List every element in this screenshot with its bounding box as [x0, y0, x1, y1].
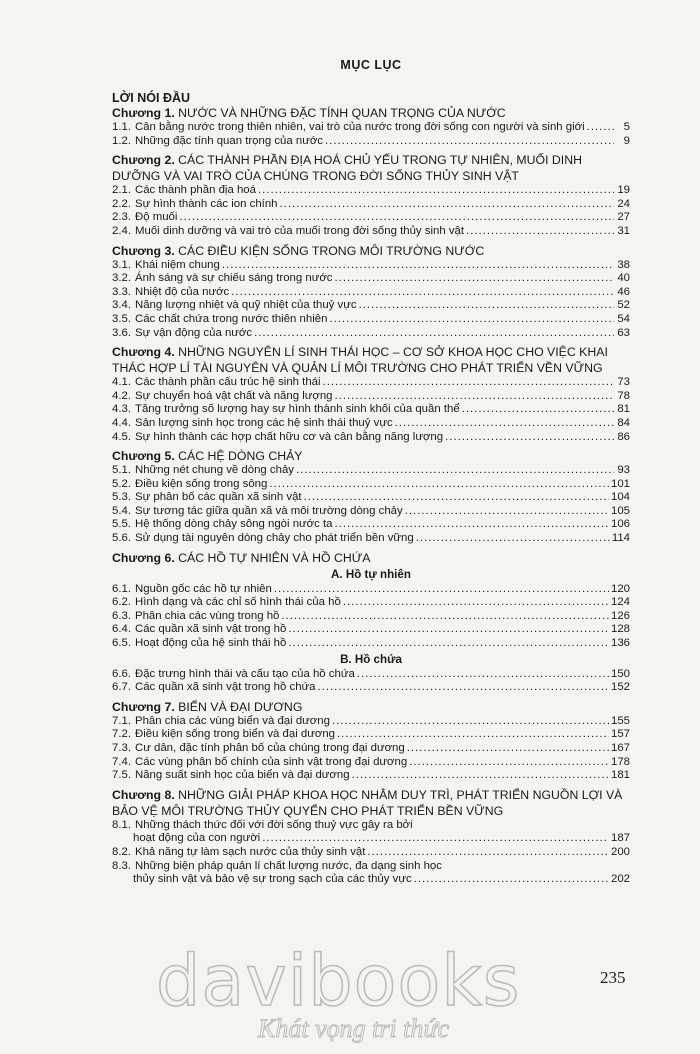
toc-entry — [112, 327, 630, 341]
chapter-block — [112, 550, 630, 695]
entry-number: 3.2. — [112, 272, 131, 285]
toc-entry — [112, 637, 630, 651]
dot-leader — [269, 478, 609, 492]
entry-title: Điều kiện sống trong biển và đại dương — [135, 728, 336, 741]
entry-title: Các chất chứa trong nước thiên nhiên — [135, 312, 328, 325]
dot-leader — [587, 121, 614, 135]
chapter-list — [112, 105, 630, 887]
toc-entry — [112, 272, 630, 286]
entry-page: 86 — [617, 430, 630, 443]
entry-number: 3.1. — [112, 258, 131, 271]
preface-heading: LỜI NÓI ĐẦU — [112, 91, 191, 105]
toc-entry — [112, 225, 630, 239]
entry-number: 4.1. — [112, 376, 131, 389]
entry-page: 126 — [610, 609, 630, 622]
entry-title: Những thách thức đối với đời sống thuỷ vực gây ra bởi — [135, 818, 413, 831]
toc-entry — [112, 121, 630, 135]
entry-number: 6.5. — [112, 637, 131, 650]
entry-title: Khái niệm chung — [135, 258, 220, 271]
dot-leader — [288, 637, 609, 651]
entry-number: 6.3. — [112, 609, 131, 622]
entry-title: Sự chuyển hoá vật chất và năng lượng — [135, 389, 333, 402]
entry-title: Những biện pháp quản lí chất lượng nước, đa dạng sinh học — [135, 859, 442, 872]
entry-number: 5.5. — [112, 518, 131, 531]
toc-entry — [112, 390, 630, 404]
watermark-logo: davibooks — [156, 940, 521, 1022]
entry-title: Đặc trưng hình thái và cấu tạo của hồ chứa — [135, 667, 355, 680]
entry-title: Năng suất sinh học của biển và đại dương — [135, 769, 350, 782]
entry-number: 7.2. — [112, 728, 131, 741]
entry-number: 2.3. — [112, 211, 131, 224]
entry-number: 7.5. — [112, 769, 131, 782]
toc-entry — [112, 819, 630, 833]
entry-page: 5 — [623, 121, 630, 133]
entry-page: 52 — [617, 299, 630, 312]
entry-title: Hoạt động của hệ sinh thái hồ — [135, 637, 287, 650]
entry-title: Sử dụng tài nguyên dòng chảy cho phát triển bền vững — [135, 532, 414, 545]
chapter-title: NƯỚC VÀ NHỮNG ĐẶC TÍNH QUAN TRỌNG CỦA NƯỚC — [178, 106, 506, 120]
entry-title: Năng lượng nhiệt và quỹ nhiệt của thuỷ vực — [135, 299, 357, 312]
entry-page: 78 — [617, 389, 630, 402]
entry-title: Những đặc tính quan trọng của nước — [135, 134, 324, 147]
entry-number: 5.3. — [112, 491, 131, 504]
chapter-number: Chương 1. — [112, 106, 175, 120]
entry-page: 31 — [617, 224, 630, 237]
dot-leader — [395, 417, 614, 431]
entry-title: Nguồn gốc các hồ tự nhiên — [135, 582, 272, 595]
entry-page: 93 — [617, 464, 630, 477]
chapter-block — [112, 448, 630, 546]
entry-page: 101 — [610, 477, 630, 490]
toc-entry — [112, 184, 630, 198]
toc-entry — [112, 259, 630, 273]
dot-leader — [288, 623, 609, 637]
toc-entry — [112, 769, 630, 783]
toc-entry — [112, 728, 630, 742]
dot-leader — [405, 505, 609, 519]
entry-title: Các vùng phân bố chính của sinh vật trong đại dương — [135, 755, 408, 768]
dot-leader — [416, 532, 610, 546]
chapter-number: Chương 7. — [112, 699, 175, 714]
chapter-block — [112, 699, 630, 783]
entry-page: 114 — [611, 532, 630, 545]
toc-entry-continuation — [112, 873, 630, 887]
dot-leader — [258, 184, 614, 198]
entry-page: 46 — [617, 285, 630, 298]
entry-title: Tăng trưởng số lượng hay sự hình thành sinh khối của quần thể — [135, 403, 460, 416]
entry-page: 81 — [617, 403, 630, 416]
toc-entry — [112, 518, 630, 532]
entry-number: 3.6. — [112, 326, 131, 339]
chapter-title: NHỮNG NGUYÊN LÍ SINH THÁI HỌC – CƠ SỞ KHOA HỌC CHO VIỆC KHAI THÁC HỢP LÍ TÀI NGUYÊN VÀ QUẢN LÍ MÔI TRƯỜNG CHO PHÁT TRIỂN VỀN VỮNG — [112, 345, 608, 376]
entry-title: Phân chia các vùng biển và đại dương — [135, 714, 330, 727]
chapter-title: CÁC HỆ DÒNG CHẢY — [178, 449, 303, 464]
entry-number: 2.2. — [112, 197, 131, 210]
toc-entry — [112, 313, 630, 327]
dot-leader — [335, 272, 615, 286]
entry-title: Các quần xã sinh vật trong hồ — [135, 623, 287, 636]
toc-entry — [112, 532, 630, 546]
entry-number: 3.3. — [112, 285, 131, 298]
dot-leader — [329, 313, 614, 327]
toc-entry — [112, 596, 630, 610]
entry-page: 84 — [617, 416, 630, 429]
toc-entry — [112, 860, 630, 874]
dot-leader — [407, 742, 609, 756]
toc-entry — [112, 431, 630, 445]
entry-page: 9 — [623, 134, 630, 147]
entry-title: Sản lượng sinh học trong các hệ sinh thái thuỷ vực — [135, 416, 393, 429]
page-title: MỤC LỤC — [340, 58, 402, 72]
entry-number: 4.4. — [112, 416, 131, 429]
section-heading: B. Hồ chứa — [340, 652, 402, 666]
entry-title: Muối dinh dưỡng và vai trò của muối trong đời sống thủy sinh vật — [135, 224, 465, 237]
dot-leader — [318, 681, 609, 695]
toc-entry — [112, 756, 630, 770]
entry-page: 202 — [610, 873, 630, 886]
entry-title: Sự hình thành các hợp chất hữu cơ và cân bằng năng lượng — [135, 430, 444, 443]
entry-title: Hình dạng và các chỉ số hình thái của hồ — [135, 596, 341, 609]
entry-title: Điều kiện sống trong sông — [135, 477, 268, 490]
chapter-number: Chương 5. — [112, 449, 175, 464]
entry-page: 187 — [610, 832, 630, 845]
dot-leader — [323, 376, 614, 390]
dot-leader — [367, 846, 609, 860]
entry-page: 136 — [610, 637, 630, 650]
toc-entry — [112, 299, 630, 313]
toc-entry — [112, 491, 630, 505]
dot-leader — [304, 491, 609, 505]
dot-leader — [222, 259, 614, 273]
entry-number: 6.6. — [112, 667, 131, 680]
dot-leader — [357, 668, 609, 682]
entry-page: 38 — [617, 258, 630, 271]
chapter-number: Chương 8. — [112, 787, 175, 802]
chapter-number: Chương 3. — [112, 243, 175, 258]
entry-title: Cư dân, đặc tính phân bố của chúng trong đại dương — [135, 742, 405, 754]
entry-title: Độ muối — [135, 211, 178, 224]
entry-title-continued: thủy sinh vật và bảo vệ sự trong sạch của các thủy vực — [133, 873, 412, 886]
dot-leader — [466, 225, 614, 239]
chapter-title: CÁC THÀNH PHẦN ĐỊA HOÁ CHỦ YẾU TRONG TỰ NHIÊN, MUỐI DINH DƯỠNG VÀ VAI TRÒ CỦA CHÚNG TRONG ĐỜI SỐNG THỦY SINH VẬT — [112, 153, 582, 184]
entry-number: 8.3. — [112, 859, 131, 872]
dot-leader — [296, 464, 614, 478]
entry-page: 150 — [610, 667, 630, 680]
toc-entry — [112, 715, 630, 729]
entry-number: 4.3. — [112, 403, 131, 416]
entry-number: 5.2. — [112, 477, 131, 490]
toc-entry — [112, 742, 630, 756]
entry-number: 6.4. — [112, 623, 131, 636]
toc-entry — [112, 376, 630, 390]
dot-leader — [335, 390, 614, 404]
entry-page: 155 — [610, 714, 630, 727]
entry-title: Sự hình thành các ion chính — [135, 197, 278, 210]
entry-number: 2.1. — [112, 184, 131, 197]
entry-number: 6.7. — [112, 681, 131, 694]
dot-leader — [359, 299, 614, 313]
chapter-heading — [112, 699, 630, 715]
entry-number: 8.1. — [112, 818, 131, 831]
chapter-heading — [112, 243, 630, 259]
entry-title: Sự vận động của nước — [135, 326, 253, 339]
entry-number: 7.1. — [112, 714, 131, 727]
dot-leader — [281, 610, 609, 624]
dot-leader — [179, 211, 614, 225]
entry-title: Các thành phần địa hoá — [135, 184, 256, 197]
entry-page: 105 — [610, 504, 630, 517]
entry-page: 19 — [617, 184, 630, 197]
entry-title: Các quần xã sinh vật trong hồ chứa — [135, 681, 316, 694]
entry-title: Sự tương tác giữa quần xã và môi trường dòng chảy — [135, 504, 403, 517]
entry-number: 5.4. — [112, 504, 131, 517]
entry-number: 4.5. — [112, 430, 131, 443]
toc-entry — [112, 478, 630, 492]
dot-leader — [254, 327, 614, 341]
chapter-heading — [112, 550, 630, 566]
entry-number: 3.5. — [112, 312, 131, 325]
toc-entry — [112, 464, 630, 478]
chapter-title: CÁC ĐIỀU KIỆN SỐNG TRONG MÔI TRƯỜNG NƯỚC — [178, 243, 485, 258]
toc-entry-continuation — [112, 832, 630, 846]
entry-page: 157 — [610, 728, 630, 741]
chapter-number: Chương 2. — [112, 153, 175, 168]
entry-title: Các thành phần cấu trúc hệ sinh thái — [135, 376, 321, 389]
dot-leader — [325, 135, 614, 149]
chapter-number: Chương 4. — [112, 345, 175, 360]
chapter-heading — [112, 787, 630, 819]
chapter-block — [112, 243, 630, 341]
entry-page: 167 — [610, 742, 630, 754]
dot-leader — [332, 715, 609, 729]
entry-number: 8.2. — [112, 845, 131, 858]
entry-page: 27 — [617, 211, 630, 224]
dot-leader — [334, 518, 609, 532]
entry-page: 104 — [610, 491, 630, 504]
entry-title: Khả năng tự làm sạch nước của thủy sinh vật — [135, 845, 366, 858]
page-number: 235 — [600, 968, 626, 987]
entry-page: 152 — [610, 681, 630, 694]
entry-number: 2.4. — [112, 224, 131, 237]
toc-entry — [112, 417, 630, 431]
chapter-block — [112, 787, 630, 887]
toc-entry — [112, 610, 630, 624]
toc-entry — [112, 286, 630, 300]
table-of-contents — [112, 58, 630, 887]
toc-entry — [112, 846, 630, 860]
entry-number: 5.6. — [112, 532, 131, 545]
entry-number: 7.4. — [112, 755, 131, 768]
watermark-slogan: Khát vọng tri thức — [258, 1014, 450, 1043]
entry-number: 6.2. — [112, 596, 131, 609]
chapter-heading — [112, 152, 630, 184]
chapter-title: NHỮNG GIẢI PHÁP KHOA HỌC NHẰM DUY TRÌ, PHÁT TRIỂN NGUỒN LỢI VÀ BẢO VỆ MÔI TRƯỜNG THỦY QUYỂN CHO PHÁT TRIỂN BỀN VỮNG — [112, 787, 623, 818]
entry-title: Cân bằng nước trong thiên nhiên, vai trò của nước trong đời sống con người và sinh giới — [135, 121, 585, 133]
entry-page: 106 — [610, 518, 630, 531]
dot-leader — [409, 756, 609, 770]
entry-page: 120 — [610, 582, 630, 595]
dot-leader — [274, 583, 609, 597]
entry-title: Nhiệt độ của nước — [135, 285, 230, 298]
chapter-title: CÁC HỒ TỰ NHIÊN VÀ HỒ CHỨA — [178, 550, 371, 565]
entry-title: Những nét chung về dòng chảy — [135, 464, 294, 477]
dot-leader — [352, 769, 609, 783]
entry-title: Ánh sáng và sự chiếu sáng trong nước — [135, 272, 333, 285]
entry-number: 1.2. — [112, 134, 131, 147]
dot-leader — [445, 431, 614, 445]
toc-entry — [112, 623, 630, 637]
dot-leader — [231, 286, 614, 300]
entry-page: 40 — [617, 272, 630, 285]
entry-page: 181 — [610, 769, 630, 782]
chapter-title: BIỂN VÀ ĐẠI DƯƠNG — [178, 699, 303, 714]
toc-entry — [112, 135, 630, 149]
chapter-number: Chương 6. — [112, 550, 175, 565]
entry-page: 124 — [610, 596, 630, 609]
chapter-block — [112, 344, 630, 444]
dot-leader — [343, 596, 609, 610]
toc-entry — [112, 583, 630, 597]
entry-number: 7.3. — [112, 742, 131, 754]
entry-page: 73 — [617, 376, 630, 389]
chapter-block — [112, 152, 630, 238]
section-heading: A. Hồ tự nhiên — [331, 567, 411, 581]
dot-leader — [337, 728, 609, 742]
toc-entry — [112, 198, 630, 212]
toc-entry — [112, 505, 630, 519]
entry-title: Hệ thống dòng chảy sông ngòi nước ta — [135, 518, 333, 531]
chapter-heading — [112, 448, 630, 464]
toc-entry — [112, 211, 630, 225]
chapter-heading — [112, 105, 630, 121]
entry-number: 1.1. — [112, 121, 131, 133]
entry-page: 178 — [610, 755, 630, 768]
entry-number: 6.1. — [112, 582, 131, 595]
dot-leader — [280, 198, 614, 212]
entry-page: 200 — [610, 845, 630, 858]
entry-page: 63 — [617, 326, 630, 339]
chapter-heading — [112, 344, 630, 376]
entry-number: 4.2. — [112, 389, 131, 402]
dot-leader — [262, 832, 609, 846]
entry-page: 54 — [617, 312, 630, 325]
entry-number: 3.4. — [112, 299, 131, 312]
dot-leader — [462, 403, 614, 417]
entry-page: 24 — [617, 197, 630, 210]
entry-title: Phân chia các vùng trong hồ — [135, 609, 280, 622]
entry-number: 5.1. — [112, 464, 131, 477]
entry-title: Sự phân bố các quần xã sinh vật — [135, 491, 302, 504]
toc-entry — [112, 403, 630, 417]
entry-page: 128 — [610, 623, 630, 636]
dot-leader — [414, 873, 609, 887]
chapter-block — [112, 105, 630, 148]
toc-entry — [112, 668, 630, 682]
entry-title-continued: hoạt động của con người — [133, 832, 261, 845]
toc-entry — [112, 681, 630, 695]
